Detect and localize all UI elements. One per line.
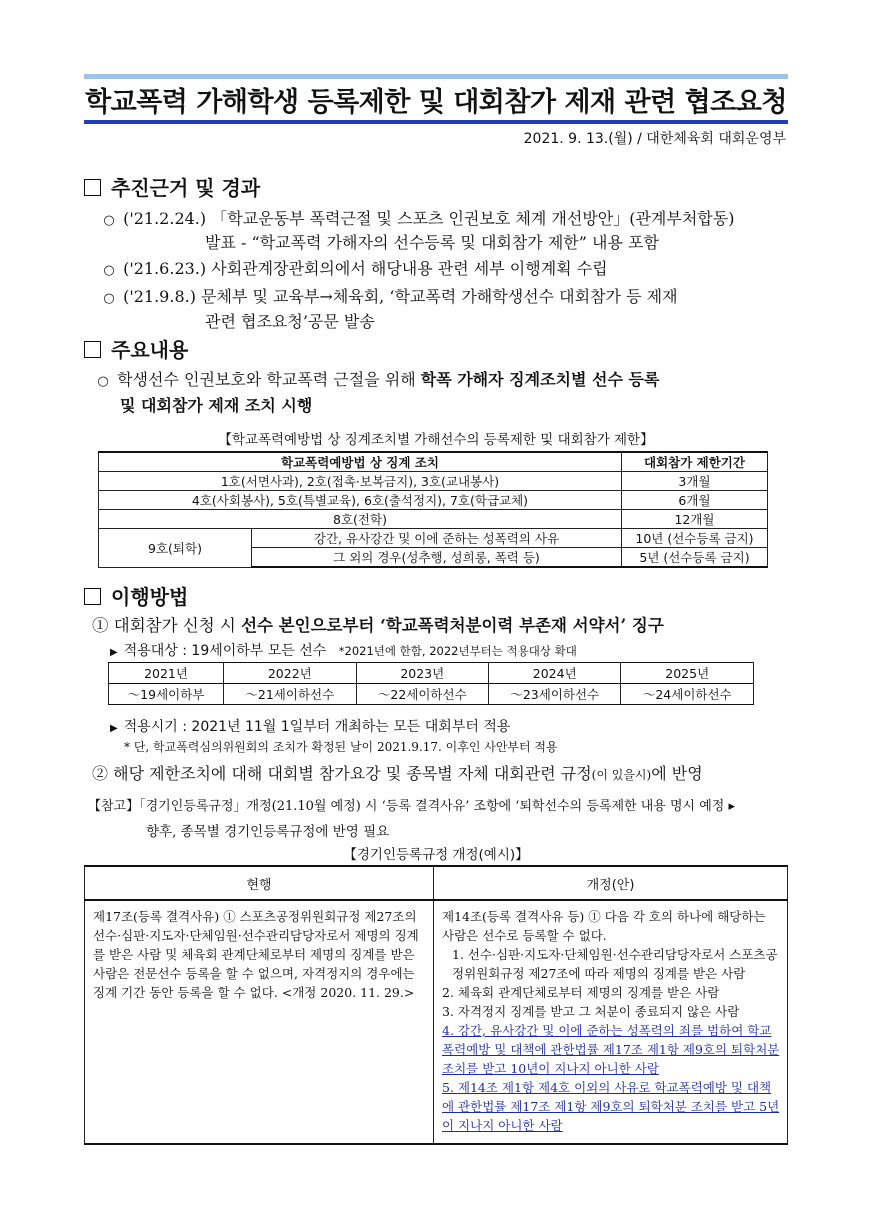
method-item-1 [92, 614, 792, 638]
table-cell: 8호(전학) [99, 510, 622, 529]
target-cell: ～22세이하선수 [356, 684, 488, 705]
date: ('21.9.8.) [123, 287, 196, 306]
checkbox-square-icon [84, 179, 101, 196]
triangle-bullet-icon: ▶ [110, 647, 118, 658]
year-cell: 2021년 [109, 663, 224, 684]
item-text: 사회관계장관회의에서 해당내용 관련 세부 이행계획 수립 [211, 259, 608, 278]
apply-time-note: * 단, 학교폭력심의위원회의 조치가 확정된 날이 2021.9.17. 이후인 사안부터 적용 [124, 740, 558, 754]
table-cell: 강간, 유사강간 및 이에 준하는 성폭력의 사유 [252, 529, 622, 548]
lead-plain: 학생선수 인권보호와 학교폭력 근절을 위해 [117, 370, 421, 389]
method-item-2 [92, 762, 792, 787]
circle-bullet-icon: ○ [103, 213, 115, 228]
table-cell: 6개월 [621, 491, 767, 510]
checkbox-square-icon [84, 341, 101, 358]
background-item-1-cont: 발표 - “학교폭력 가해자의 선수등록 및 대회참가 제한” 내용 포함 [205, 233, 659, 252]
compare-header-revised: 개정(안) [434, 866, 788, 900]
table-header: 학교폭력예방법 상 징계 조치 [99, 452, 622, 472]
item-bold: 선수 본인으로부터 ‘학교폭력처분이력 부존재 서약서’ 징구 [241, 616, 664, 635]
table-row [99, 510, 768, 529]
table-cell: 9호(퇴학) [99, 529, 252, 568]
revised-item: 3. 자격정지 징계를 받고 그 처분이 종료되지 않은 사람 [442, 1004, 740, 1019]
item-text: 「학교운동부 폭력근절 및 스포츠 인권보호 체계 개선방안」(관계부처합동) [211, 209, 735, 228]
circled-number: ① [92, 616, 109, 635]
item-text: 문체부 및 교육부→체육회, ‘학교폭력 가해학생선수 대회참가 등 제재 [201, 287, 678, 306]
revised-text [434, 900, 788, 1144]
section-heading-background: 추진근거 및 경과 [84, 172, 260, 201]
checkbox-square-icon [84, 588, 101, 605]
background-item-1 [100, 207, 790, 233]
table-header: 대회참가 제한기간 [621, 452, 767, 472]
item-small: (이 있을시) [591, 768, 652, 782]
circle-bullet-icon: ○ [103, 263, 115, 278]
section-heading-method: 이행방법 [84, 581, 188, 610]
table2-caption: 【경기인등록규정 개정(예시)】 [343, 847, 529, 863]
table-cell: 12개월 [621, 510, 767, 529]
title-top-rule [84, 74, 788, 79]
date: ('21.6.23.) [123, 259, 207, 278]
target-cell: ～21세이하선수 [224, 684, 356, 705]
apply-target-note: *2021년에 한함, 2022년부터는 적용대상 확대 [338, 644, 577, 658]
circle-bullet-icon: ○ [97, 374, 109, 389]
table-row [109, 684, 754, 705]
year-cell: 2022년 [224, 663, 356, 684]
apply-time: ▶ 적용시기 : 2021년 11월 1일부터 개최하는 모든 대회부터 적용 [110, 719, 511, 735]
year-cell: 2025년 [621, 663, 754, 684]
table-cell: 4호(사회봉사), 5호(특별교육), 6호(출석정지), 7호(학급교체) [99, 491, 622, 510]
table-row [85, 900, 788, 1144]
background-item-2 [100, 257, 608, 283]
year-cell: 2024년 [489, 663, 621, 684]
section-heading-main: 주요내용 [84, 334, 188, 363]
revised-item: 1. 선수·심판·지도자·단체임원·선수관리담당자로서 스포츠공정위원회규정 제27조에 따라 제명의 징계를 받은 사람 [452, 947, 778, 981]
background-item-3-cont: 관련 협조요청’공문 발송 [205, 312, 375, 331]
triangle-bullet-icon: ▶ [110, 723, 118, 734]
table-cell: 그 외의 경우(성추행, 성희롱, 폭력 등) [252, 548, 622, 568]
current-text: 제17조(등록 결격사유) ① 스포츠공정위원회규정 제27조의 선수·심판·지도자·단체임원·선수관리담당자로서 제명의 징계를 받은 사람 및 체육회 관계단체로부터 제명의 징계를 받은 사람은 전문선수 등록을 할 수 없으며, 자격정지의 경우에는 징계 기간 동안 등록을 할 수 없다. <개정 2020. 11. 29.> [85, 900, 434, 1144]
sanction-table [98, 451, 768, 568]
table-row [99, 472, 768, 491]
table-row [85, 866, 788, 900]
date: ('21.2.24.) [123, 209, 207, 228]
date-line: 2021. 9. 13.(월) / 대한체육회 대회운영부 [523, 131, 786, 147]
revised-item-new: 5. 제14조 제1항 제4호 이외의 사유로 학교폭력예방 및 대책에 관한법률 제17조 제1항 제9호의 퇴학처분 조치를 받고 5년이 지나지 아니한 사람 [442, 1080, 780, 1133]
revised-item: 2. 체육회 관계단체로부터 제명의 징계를 받은 사람 [442, 985, 720, 1000]
item-text: 해당 제한조치에 대해 대회별 참가요강 및 종목별 자체 대회관련 규정 [113, 764, 592, 783]
page-title: 학교폭력 가해학생 등록제한 및 대회참가 제재 관련 협조요청 [85, 87, 787, 118]
table-row [99, 529, 768, 548]
circle-bullet-icon: ○ [103, 291, 115, 306]
main-lead [94, 368, 794, 394]
title-bottom-rule [84, 120, 788, 124]
table-cell: 1호(서면사과), 2호(접촉·보복금지), 3호(교내봉사) [99, 472, 622, 491]
table-cell: 10년 (선수등록 금지) [621, 529, 767, 548]
lead-bold-2: 및 대회참가 제재 조치 시행 [120, 396, 313, 415]
table-cell: 5년 (선수등록 금지) [621, 548, 767, 568]
year-cell: 2023년 [356, 663, 488, 684]
age-target-table [108, 662, 754, 705]
table-caption: 【학교폭력예방법 상 징계조치별 가해선수의 등록제한 및 대회참가 제한】 [218, 432, 654, 448]
target-cell: ～19세이하부 [109, 684, 224, 705]
target-cell: ～24세이하선수 [621, 684, 754, 705]
compare-header-current: 현행 [85, 866, 434, 900]
item-plain: 대회참가 신청 시 [113, 616, 242, 635]
reference-line-2: 향후, 종목별 경기인등록규정에 반영 필요 [146, 824, 390, 840]
revised-head: 제14조(등록 결격사유 등) ① 다음 각 호의 하나에 해당하는 사람은 선수로 등록할 수 없다. [442, 909, 766, 943]
table-row [99, 491, 768, 510]
table-row [109, 663, 754, 684]
apply-target: ▶ 적용대상 : 19세이하부 모든 선수 *2021년에 한함, 2022년부터는 적용대상 확대 [110, 643, 577, 659]
lead-bold: 학폭 가해자 징계조치별 선수 등록 [420, 370, 660, 389]
table-cell: 3개월 [621, 472, 767, 491]
target-cell: ～23세이하선수 [489, 684, 621, 705]
item-end: 에 반영 [651, 764, 703, 783]
reference-line-1: 【참고】「경기인등록규정」개정(21.10월 예정) 시 ‘등록 결격사유’ 조항에 ‘퇴학선수의 등록제한 내용 명시 예정 ▸ [88, 799, 736, 814]
revised-item-new: 4. 강간, 유사강간 및 이에 준하는 성폭력의 죄를 범하여 학교폭력예방 및 대책에 관한법률 제17조 제1항 제9호의 퇴학처분 조치를 받고 10년이 지나지 아니한 사람 [442, 1023, 780, 1076]
circled-number: ② [92, 764, 109, 783]
background-item-3 [100, 285, 678, 311]
regulation-compare-table [84, 865, 788, 1145]
